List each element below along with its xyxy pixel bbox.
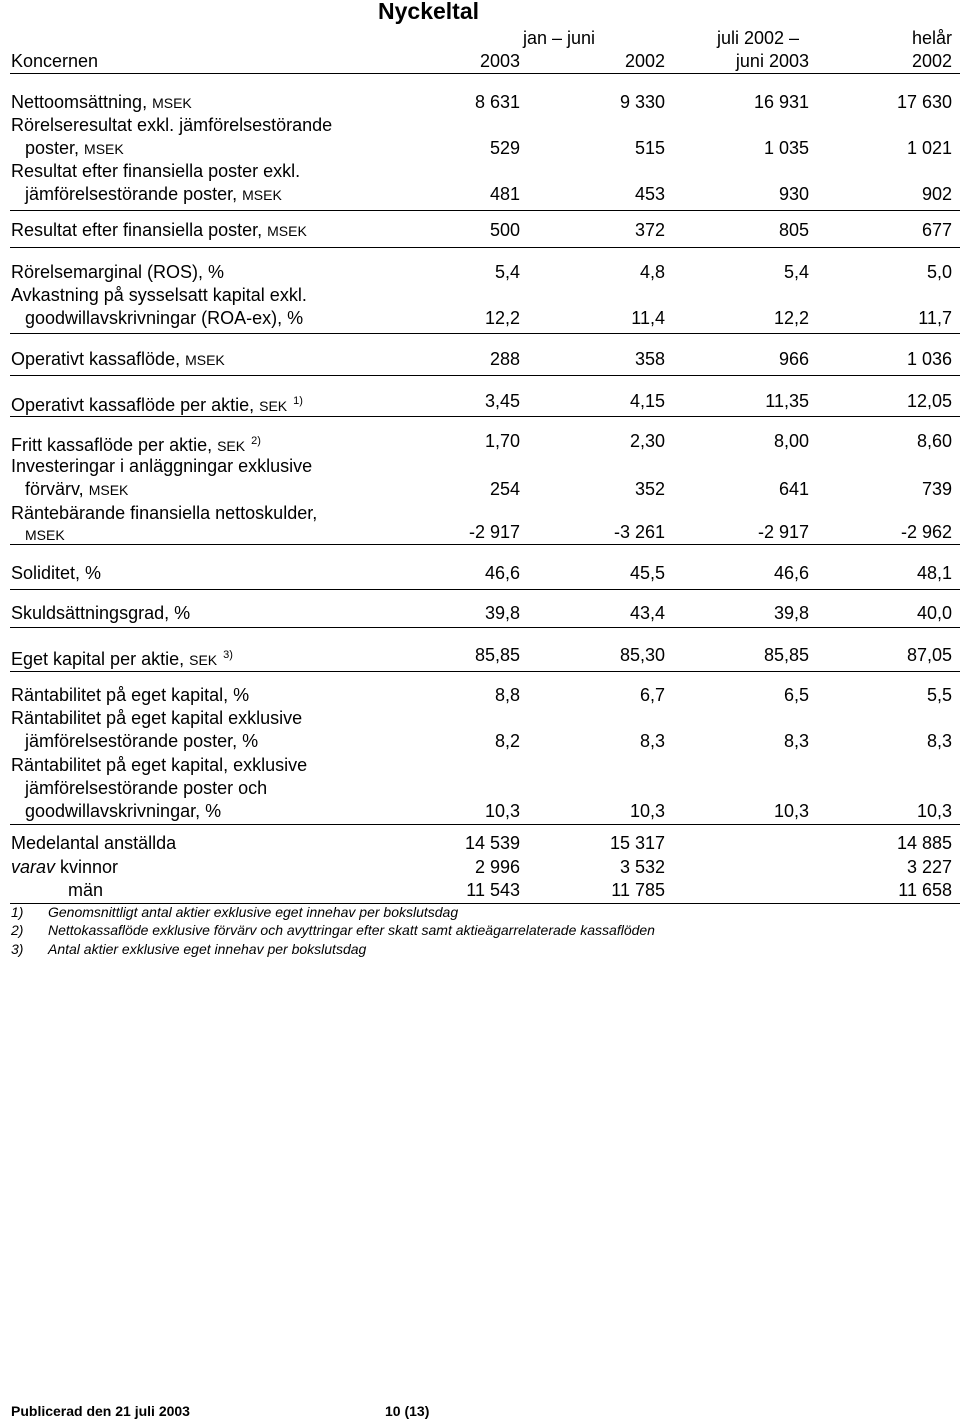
cell-value: 48,1: [916, 563, 952, 583]
row-divider: [10, 210, 960, 211]
cell-value: 1,70: [484, 431, 520, 451]
row-label: Rörelseresultat exkl. jämförelsestörande poster, MSEK: [11, 115, 333, 158]
cell-value: 11 543: [466, 880, 520, 900]
table-row: [0, 261, 960, 284]
cell-value: 85,85: [763, 645, 809, 665]
row-label: varav kvinnor: [11, 857, 119, 877]
cell-value: 5,5: [926, 685, 952, 705]
cell-value: 352: [634, 479, 665, 499]
cell-value: 5,4: [783, 262, 809, 282]
row-label: Fritt kassaflöde per aktie, SEK $^{2)}$: [11, 435, 261, 455]
page-number: 10 (13): [385, 1403, 430, 1419]
row-label: Operativt kassaflöde per aktie, SEK $^{1)}$: [11, 395, 303, 415]
cell-value: 8,60: [916, 431, 952, 451]
cell-value: 453: [634, 184, 665, 204]
cell-value: 10,3: [773, 801, 809, 821]
row-label: Nettoomsättning, MSEK: [11, 92, 192, 112]
cell-value: 481: [489, 184, 520, 204]
cell-value: 12,2: [773, 308, 809, 328]
table-row: [0, 284, 960, 330]
cell-value: 641: [778, 479, 809, 499]
cell-value: 529: [489, 138, 520, 158]
cell-value: 39,8: [484, 603, 520, 623]
cell-value: 2 996: [474, 857, 520, 877]
col3-period-end-header: juni 2003: [735, 51, 809, 71]
row-divider: [10, 333, 960, 334]
cell-value: 11 785: [611, 880, 665, 900]
cell-value: 12,2: [484, 308, 520, 328]
table-row: [0, 160, 960, 206]
row-divider: [10, 671, 960, 672]
cell-value: 515: [634, 138, 665, 158]
cell-value: 5,4: [494, 262, 520, 282]
col4-year-header: 2002: [911, 51, 952, 71]
cell-value: 15 317: [609, 833, 665, 853]
col1-period-header: jan – juni: [523, 28, 596, 48]
row-divider: [10, 627, 960, 628]
row-label: Investeringar i anläggningar exklusive förvärv, MSEK: [11, 456, 313, 499]
group-header: Koncernen: [11, 51, 99, 71]
cell-value: 3,45: [484, 391, 520, 411]
cell-value: 10,3: [629, 801, 665, 821]
table-row: [0, 879, 960, 902]
cell-value: 805: [778, 220, 809, 240]
row-divider: [10, 824, 960, 825]
cell-value: 8,3: [926, 731, 952, 751]
table-row: [0, 502, 960, 544]
cell-value: 8,2: [494, 731, 520, 751]
footnote-ref: 1): [293, 395, 303, 407]
table-row: [0, 430, 960, 453]
col1-year-header: 2003: [479, 51, 520, 71]
cell-value: 11 658: [898, 880, 952, 900]
row-label: Operativt kassaflöde, MSEK: [11, 349, 225, 369]
table-row: [0, 455, 960, 501]
table-row: [0, 562, 960, 585]
row-divider: [10, 544, 960, 545]
cell-value: 8,8: [494, 685, 520, 705]
cell-value: 2,30: [629, 431, 665, 451]
cell-value: 288: [489, 349, 520, 369]
cell-value: 372: [634, 220, 665, 240]
cell-value: 11,4: [631, 308, 665, 328]
cell-value: 5,0: [926, 262, 952, 282]
table-row: [0, 219, 960, 242]
cell-value: 40,0: [916, 603, 952, 623]
table-row: [0, 348, 960, 371]
cell-value: 1 035: [763, 138, 809, 158]
row-label: Räntabilitet på eget kapital, %: [11, 685, 250, 705]
footnote: 2) Nettokassaflöde exklusive förvärv och avyttringar efter skatt samt aktieägarrelaterade kassaflöden: [11, 922, 655, 938]
cell-value: 9 330: [619, 92, 665, 112]
row-label: Räntabilitet på eget kapital, exklusive jämförelsestörande poster och goodwillavskrivningar, %: [11, 755, 308, 821]
cell-value: -3 261: [613, 522, 665, 542]
cell-value: 3 532: [619, 857, 665, 877]
table-row: [0, 707, 960, 753]
row-divider: [10, 589, 960, 590]
row-label: Avkastning på sysselsatt kapital exkl. goodwillavskrivningar (ROA-ex), %: [11, 285, 307, 328]
cell-value: 1 036: [906, 349, 952, 369]
cell-value: 4,15: [629, 391, 665, 411]
cell-value: 739: [921, 479, 952, 499]
table-row: [0, 390, 960, 413]
cell-value: 14 539: [464, 833, 520, 853]
cell-value: 45,5: [629, 563, 665, 583]
table-row: [0, 754, 960, 823]
cell-value: 17 630: [896, 92, 952, 112]
cell-value: 6,5: [783, 685, 809, 705]
row-divider: [10, 375, 960, 376]
published-date: Publicerad den 21 juli 2003: [11, 1403, 190, 1419]
col2-year-header: 2002: [624, 51, 665, 71]
row-label: Resultat efter finansiella poster, MSEK: [11, 220, 307, 240]
cell-value: 500: [489, 220, 520, 240]
row-label: Resultat efter finansiella poster exkl. jämförelsestörande poster, MSEK: [11, 161, 301, 204]
cell-value: 39,8: [773, 603, 809, 623]
table-row: [0, 602, 960, 625]
cell-value: 11,35: [765, 391, 809, 411]
footnote: 3) Antal aktier exklusive eget innehav per bokslutsdag: [11, 941, 367, 957]
cell-value: 8,3: [639, 731, 665, 751]
footnote: 1) Genomsnittligt antal aktier exklusive eget innehav per bokslutsdag: [11, 904, 459, 920]
table-row: [0, 644, 960, 667]
footnote-ref: 3): [223, 649, 233, 661]
row-divider: [10, 416, 960, 417]
cell-value: 8,00: [773, 431, 809, 451]
cell-value: 16 931: [753, 92, 809, 112]
cell-value: 3 227: [906, 857, 952, 877]
cell-value: 358: [634, 349, 665, 369]
row-label: Räntebärande finansiella nettoskulder, MSEK: [11, 503, 318, 543]
header-divider: [10, 73, 960, 74]
cell-value: -2 962: [900, 522, 952, 542]
cell-value: 87,05: [906, 645, 952, 665]
table-row: [0, 856, 960, 879]
row-label: män: [68, 880, 104, 900]
table-row: [0, 91, 960, 114]
table-row: [0, 684, 960, 707]
cell-value: 8 631: [474, 92, 520, 112]
cell-value: 902: [921, 184, 952, 204]
cell-value: 6,7: [639, 685, 665, 705]
cell-value: 46,6: [484, 563, 520, 583]
table-row: [0, 832, 960, 855]
cell-value: 46,6: [773, 563, 809, 583]
cell-value: 966: [778, 349, 809, 369]
row-label: Medelantal anställda: [11, 833, 177, 853]
col4-period-header: helår: [911, 28, 952, 48]
cell-value: 85,85: [474, 645, 520, 665]
cell-value: 85,30: [619, 645, 665, 665]
cell-value: 254: [489, 479, 520, 499]
cell-value: 10,3: [916, 801, 952, 821]
cell-value: -2 917: [468, 522, 520, 542]
col3-period-header: juli 2002 –: [717, 28, 800, 48]
cell-value: 10,3: [484, 801, 520, 821]
row-label: Rörelsemarginal (ROS), %: [11, 262, 225, 282]
row-label: Räntabilitet på eget kapital exklusive jämförelsestörande poster, %: [11, 708, 303, 751]
cell-value: 12,05: [906, 391, 952, 411]
row-label: Soliditet, %: [11, 563, 102, 583]
cell-value: 677: [921, 220, 952, 240]
cell-value: 14 885: [896, 833, 952, 853]
table-row: [0, 114, 960, 160]
cell-value: -2 917: [757, 522, 809, 542]
row-label: Eget kapital per aktie, SEK $^{3)}$: [11, 649, 233, 669]
row-label: Skuldsättningsgrad, %: [11, 603, 191, 623]
cell-value: 43,4: [629, 603, 665, 623]
cell-value: 1 021: [906, 138, 952, 158]
page-title: Nyckeltal: [378, 0, 480, 24]
footnote-ref: 2): [251, 435, 261, 447]
cell-value: 11,7: [918, 308, 952, 328]
cell-value: 4,8: [639, 262, 665, 282]
cell-value: 8,3: [783, 731, 809, 751]
cell-value: 930: [778, 184, 809, 204]
row-divider: [10, 247, 960, 248]
